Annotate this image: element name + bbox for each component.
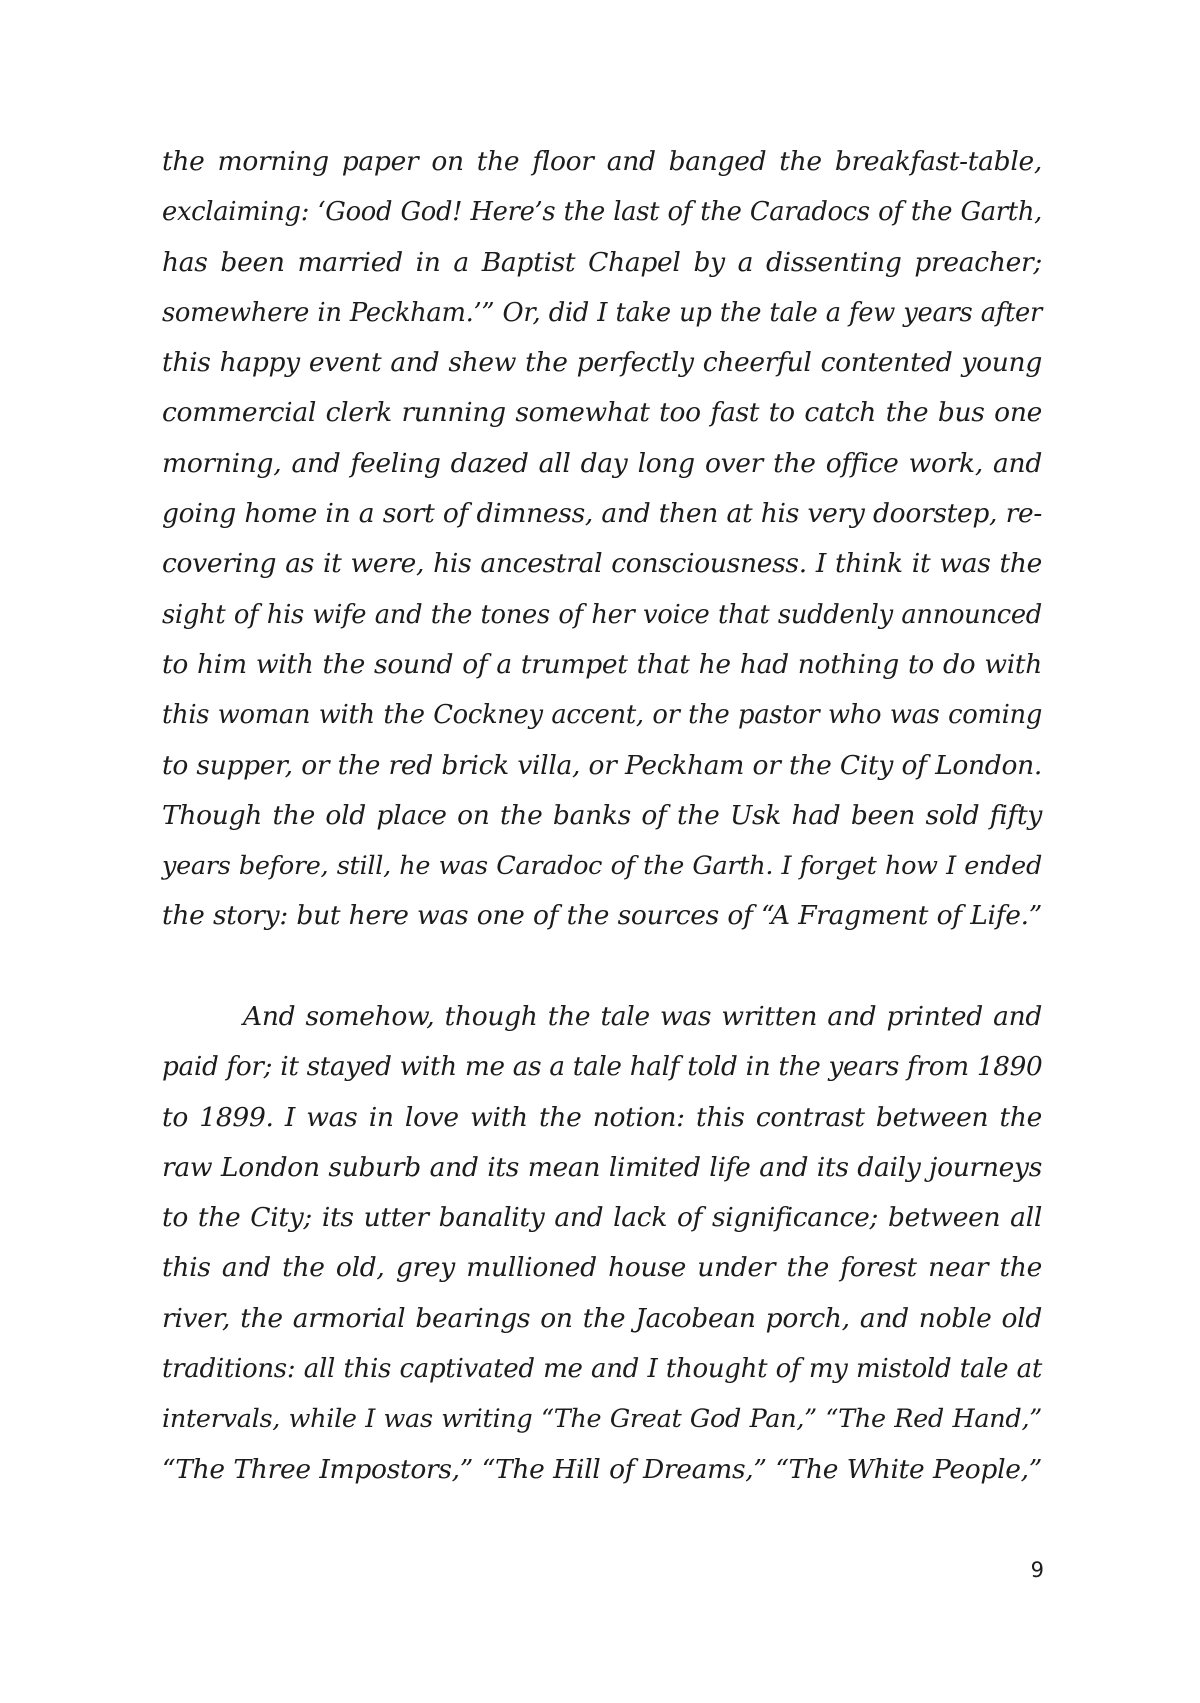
text-line: years before, still, he was Caradoc of the Garth. I forget how I ended [162,851,1042,882]
text-line: river, the armorial bearings on the Jacobean porch, and noble old [162,1302,1042,1334]
text-line: Though the old place on the banks of the Usk had been sold fifty [162,799,1042,831]
text-line: to him with the sound of a trumpet that he had nothing to do with [162,648,1042,680]
text-line: this and the old, grey mullioned house under the forest near the [162,1252,1042,1284]
text-line: somewhere in Peckham.’” Or, did I take up the tale a few years after [162,297,1042,328]
text-line: raw London suburb and its mean limited life and its daily journeys [162,1151,1042,1183]
text-line: covering as it were, his ancestral consciousness. I think it was the [162,548,1042,580]
text-line: sight of his wife and the tones of her voice that suddenly announced [162,599,1042,630]
text-line: this woman with the Cockney accent, or the pastor who was coming [162,700,1042,731]
text-line: commercial clerk running somewhat too fast to catch the bus one [162,397,1042,429]
text-line: going home in a sort of dimness, and then at his very doorstep, re- [162,498,1042,530]
text-line: And somehow, though the tale was written and printed and [243,1001,1042,1032]
text-line: the story: but here was one of the sources of “A Fragment of Life.” [162,900,1042,932]
text-line: to 1899. I was in love with the notion: this contrast between the [162,1101,1042,1133]
text-line: morning, and feeling dazed all day long over the office work, and [162,447,1042,479]
text-line: has been married in a Baptist Chapel by a dissenting preacher; [162,246,1042,278]
text-line: “The Three Impostors,” “The Hill of Dreams,” “The White People,” [162,1453,1042,1485]
text-line: to the City; its utter banality and lack of significance; between all [162,1202,1042,1234]
paragraph-1 [162,137,1042,942]
text-line: to supper, or the red brick villa, or Peckham or the City of London. [162,749,1042,781]
text-line: the morning paper on the floor and banged the breakfast-table, [162,146,1042,177]
text-line: intervals, while I was writing “The Great God Pan,” “The Red Hand,” [162,1404,1042,1435]
text-line: exclaiming: ‘Good God! Here’s the last of the Caradocs of the Garth, [162,197,1042,228]
page-number: 9 [1030,1558,1044,1582]
text-line: this happy event and shew the perfectly cheerful contented young [162,347,1042,379]
text-line: traditions: all this captivated me and I thought of my mistold tale at [162,1354,1042,1385]
text-line: paid for; it stayed with me as a tale half told in the years from 1890 [162,1052,1043,1083]
paragraph-2 [162,992,1042,1495]
